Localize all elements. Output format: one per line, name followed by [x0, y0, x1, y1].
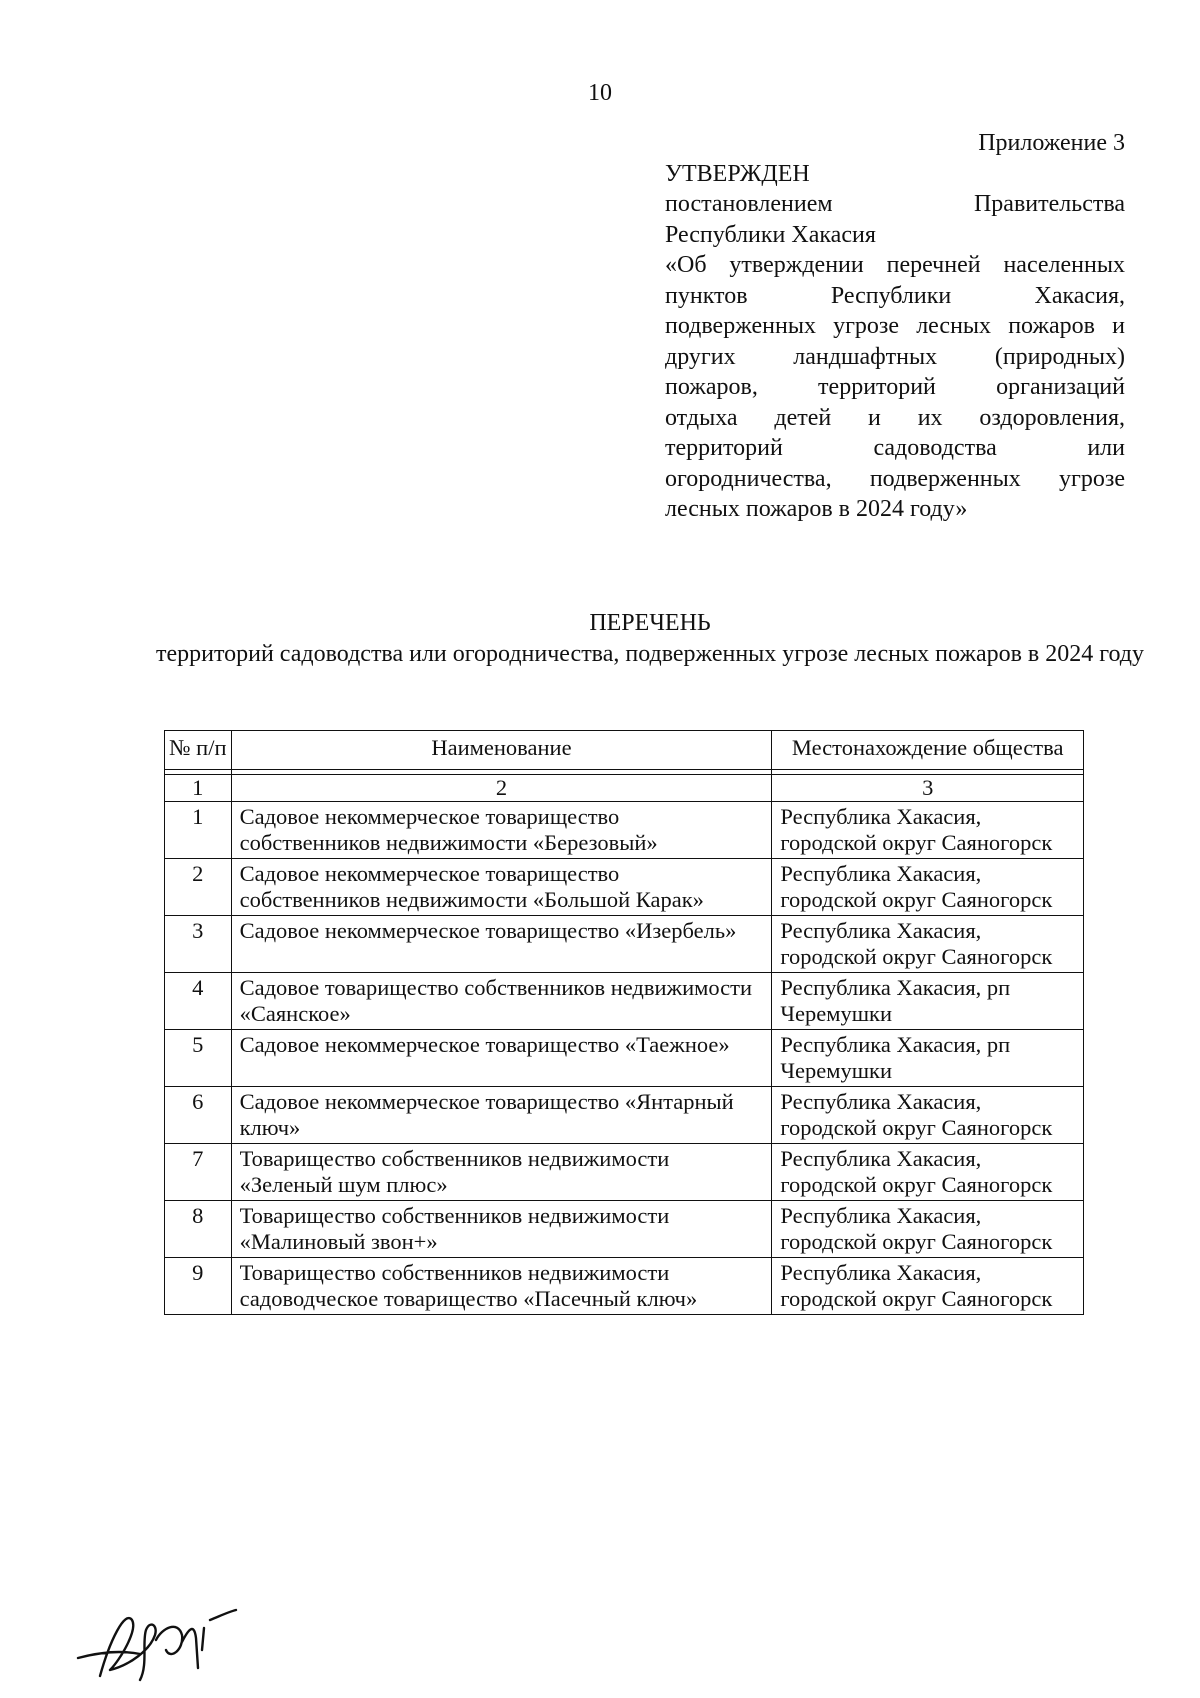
- row-location: Республика Хакасия, городской округ Саяногорск: [772, 1087, 1084, 1144]
- document-title: ПЕРЕЧЕНЬ: [589, 610, 711, 636]
- row-number: 2: [165, 859, 232, 916]
- row-number: 5: [165, 1030, 232, 1087]
- approved-label: УТВЕРЖДЕН: [665, 160, 810, 187]
- row-name: Садовое некоммерческое товарищество «Изербель»: [231, 916, 772, 973]
- approval-line: пожаров, территорий организаций: [665, 374, 1125, 400]
- header-name: Наименование: [231, 731, 772, 770]
- row-name: Садовое некоммерческое товарищество собственников недвижимости «Большой Карак»: [231, 859, 772, 916]
- row-location: Республика Хакасия, рп Черемушки: [772, 1030, 1084, 1087]
- row-number: 3: [165, 916, 232, 973]
- row-name: Садовое некоммерческое товарищество «Янтарный ключ»: [231, 1087, 772, 1144]
- column-index: 1: [165, 775, 232, 802]
- row-name: Садовое некоммерческое товарищество собственников недвижимости «Березовый»: [231, 802, 772, 859]
- column-index: 2: [231, 775, 772, 802]
- row-number: 8: [165, 1201, 232, 1258]
- approval-line: огородничества, подверженных угрозе: [665, 465, 1125, 492]
- header-location: Местонахождение общества: [772, 731, 1084, 770]
- approval-line: лесных пожаров в 2024 году»: [665, 496, 968, 522]
- table-row: [165, 973, 1084, 1030]
- row-location: Республика Хакасия, городской округ Саяногорск: [772, 1258, 1084, 1315]
- approval-line: других ландшафтных (природных): [665, 343, 1125, 370]
- table-row: [165, 1201, 1084, 1258]
- table-row: [165, 859, 1084, 916]
- page-number: 10: [588, 80, 612, 106]
- approval-line: «Об утверждении перечней населенных: [665, 252, 1125, 278]
- approval-line: подверженных угрозе лесных пожаров и: [665, 313, 1125, 339]
- row-location: Республика Хакасия, рп Черемушки: [772, 973, 1084, 1030]
- approval-block: [665, 128, 1125, 525]
- row-name: Садовое товарищество собственников недвижимости «Саянское»: [231, 973, 772, 1030]
- approval-line: пунктов Республики Хакасия,: [665, 282, 1125, 309]
- territories-table: [164, 730, 1084, 1315]
- column-index: 3: [772, 775, 1084, 802]
- handwritten-signature: [70, 1580, 270, 1690]
- table-row: [165, 1087, 1084, 1144]
- row-name: Товарищество собственников недвижимости садоводческое товарищество «Пасечный ключ»: [231, 1258, 772, 1315]
- document-subtitle: территорий садоводства или огородничества, подверженных угрозе лесных пожаров в 2024 году: [155, 641, 1145, 667]
- row-number: 4: [165, 973, 232, 1030]
- table-header-row: [165, 731, 1084, 770]
- row-number: 1: [165, 802, 232, 859]
- column-index-row: [165, 775, 1084, 802]
- table-row: [165, 1258, 1084, 1315]
- row-name: Садовое некоммерческое товарищество «Таежное»: [231, 1030, 772, 1087]
- row-name: Товарищество собственников недвижимости «Малиновый звон+»: [231, 1201, 772, 1258]
- row-location: Республика Хакасия, городской округ Саяногорск: [772, 1201, 1084, 1258]
- table-row: [165, 1030, 1084, 1087]
- document-heading: [0, 608, 1200, 670]
- table-row: [165, 916, 1084, 973]
- approval-line: Республики Хакасия: [665, 221, 876, 248]
- header-number: № п/п: [165, 731, 232, 770]
- row-location: Республика Хакасия, городской округ Саяногорск: [772, 1144, 1084, 1201]
- row-location: Республика Хакасия, городской округ Саяногорск: [772, 859, 1084, 916]
- row-location: Республика Хакасия, городской округ Саяногорск: [772, 916, 1084, 973]
- row-number: 9: [165, 1258, 232, 1315]
- table-row: [165, 1144, 1084, 1201]
- table-row: [165, 802, 1084, 859]
- row-name: Товарищество собственников недвижимости «Зеленый шум плюс»: [231, 1144, 772, 1201]
- row-number: 7: [165, 1144, 232, 1201]
- approval-line: территорий садоводства или: [665, 435, 1125, 461]
- row-location: Республика Хакасия, городской округ Саяногорск: [772, 802, 1084, 859]
- approval-line: постановлением Правительства: [665, 191, 1125, 217]
- row-number: 6: [165, 1087, 232, 1144]
- approval-line: отдыха детей и их оздоровления,: [665, 404, 1125, 431]
- appendix-label: Приложение 3: [978, 130, 1125, 156]
